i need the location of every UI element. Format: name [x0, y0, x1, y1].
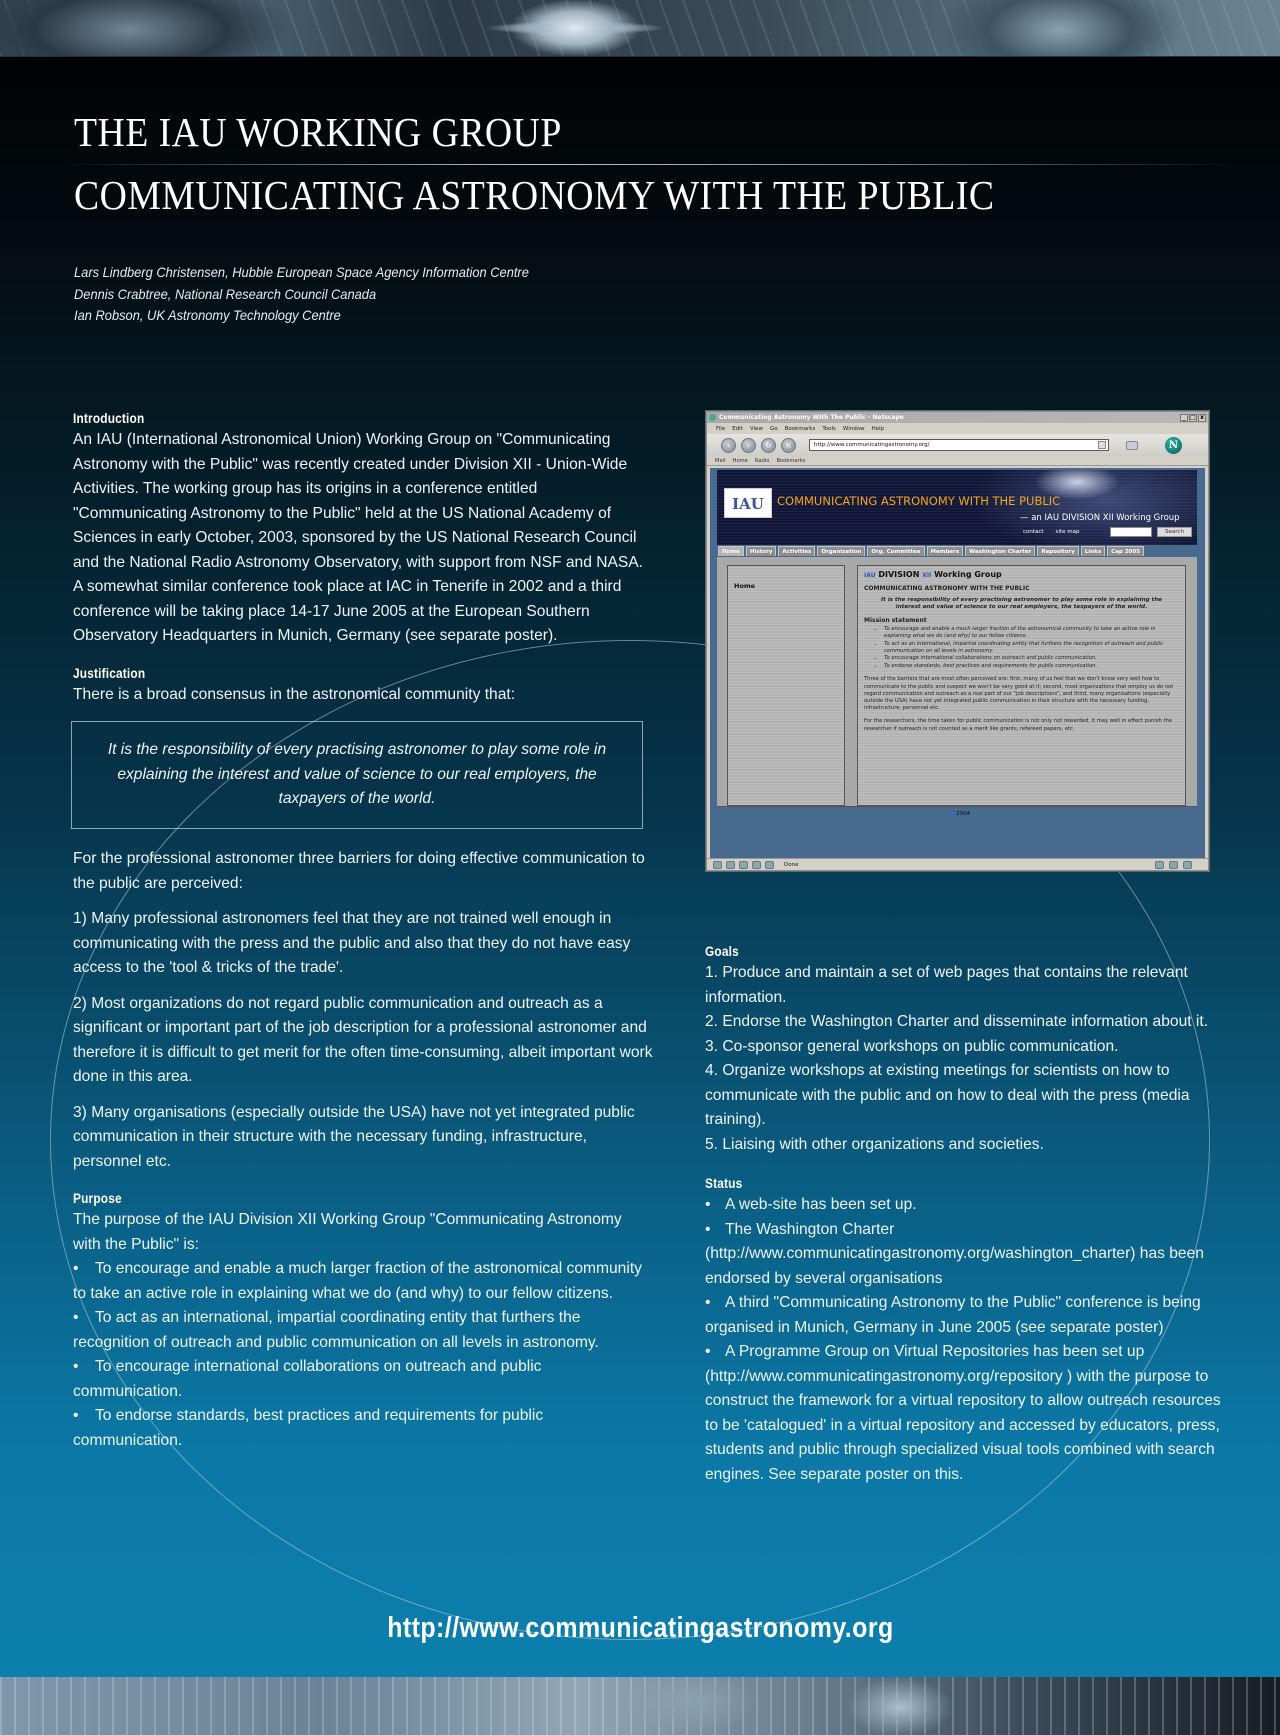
bullet-icon: • [73, 1260, 79, 1277]
site-footer: IAU 2004 [944, 811, 971, 817]
goal-item: 1. Produce and maintain a set of web pages that contains the relevant information. [705, 964, 1188, 1006]
mission-item: • To endorse standards, best practices and requirements for public communication. [884, 663, 1179, 670]
footer-url-text[interactable]: http://www.communicatingastronomy.org [386, 1612, 894, 1644]
security-icon [1169, 861, 1178, 869]
bullet-icon: • [705, 1294, 711, 1311]
mission-item: • To encourage and enable a much larger fraction of the astronomical community to take an active role in explaining what we do (and why) to our fellow citizens. [884, 626, 1179, 640]
content-paragraph: For the researchers, the time taken for public communication is not only not rewarded, it may well in effect punish the researcher if outreach is not counted as a merit like grants, refereed papers, etc. [864, 718, 1173, 732]
introduction-heading: Introduction [73, 411, 145, 426]
lock-icon [1183, 861, 1192, 869]
barriers-intro: For the professional astronomer three barriers for doing effective communication to the public are perceived: [73, 850, 645, 892]
purpose-heading: Purpose [73, 1191, 122, 1206]
status-bar [707, 858, 1208, 870]
bullet-icon: • [705, 1220, 711, 1238]
content-subtitle: COMMUNICATING ASTRONOMY WITH THE PUBLIC [864, 585, 1030, 593]
status-item: • A Programme Group on Virtual Repositories has been set up (http://www.communicatingastronomy.org/repository ) with the purpose to construct the framework for a virtual repository to allow outreach resources to be 'catalogued' in a virtual repository and accessed by educators, press, students and public through specialized visual tools combined with search engines. See separate poster on this. [705, 1340, 1225, 1487]
address-book-icon[interactable] [752, 861, 761, 869]
tab-links[interactable]: Links [1081, 546, 1105, 556]
introduction-section [73, 410, 653, 649]
goal-item: 3. Co-sponsor general workshops on public communication. [705, 1037, 1119, 1055]
browser-titlebar [707, 412, 1208, 423]
purpose-item: • To encourage and enable a much larger fraction of the astronomical community to take an active role in explaining what we do (and why) to our fellow citizens. [73, 1257, 653, 1306]
goal-item: 5. Liaising with other organizations and societies. [705, 1135, 1044, 1153]
tab-home[interactable]: Home [718, 546, 744, 556]
bullet-icon: • [705, 1343, 711, 1360]
maximize-button[interactable]: □ [1190, 413, 1196, 421]
content-quote: It is the responsibility of every practising astronomer to play some role in explaining the interest and value of science to our real employers, the taxpayers of the world. [881, 597, 1162, 611]
mail-link[interactable]: Mail [715, 457, 726, 464]
status-text: Done [784, 861, 799, 868]
goals-heading: Goals [705, 944, 739, 959]
mission-item: • To act as an international, impartial coordinating entity that furthers the recognition of outreach and public communication on all levels in astronomy. [884, 641, 1179, 655]
purpose-item: • To act as an international, impartial coordinating entity that furthers the recognition of outreach and public communication on all levels in astronomy. [73, 1306, 653, 1355]
connection-icon [1155, 861, 1164, 869]
top-photo-banner [0, 0, 1280, 57]
justification-heading: Justification [73, 665, 146, 681]
address-value: http://www.communicatingastronomy.org/ [814, 442, 930, 448]
menu-window[interactable]: Window [842, 425, 865, 432]
content-paragraph: Three of the barriers that are most often perceived are: first, many of us feel that we don't know very well how to communicate to the public and suspect we won't be very good at it; second, most organizations that employ us do not regard communication and outreach as a real part of our "job descriptions", and third, many organisations (especially outside the USA) have not yet integrated public communication in their structure with the necessary funding, infrastructure, personnel etc. [864, 676, 1174, 712]
content-heading: IAU DIVISION XII Working Group [864, 570, 1002, 579]
menu-bookmarks[interactable]: Bookmarks [784, 425, 816, 432]
menu-tools[interactable]: Tools [822, 425, 836, 432]
close-button[interactable]: x [1198, 414, 1206, 422]
poster-title [74, 108, 1234, 219]
barrier-item: 2) Most organizations do not regard public communication and outreach as a significant or important part of the job description for a professional astronomer and therefore it is difficult to get merit for the often time-consuming, albeit important work done in this area. [73, 994, 653, 1085]
title-divider [60, 164, 1240, 165]
status-item: • A web-site has been set up. [705, 1193, 1225, 1218]
site-search-input[interactable] [1110, 527, 1152, 537]
iau-logo[interactable]: IAU [724, 488, 772, 518]
window-title: Communicating Astronomy With The Public - Netscape [719, 414, 904, 421]
site-map-link[interactable]: site map [1055, 529, 1080, 535]
quote-box [71, 721, 643, 829]
goals-section [705, 943, 1225, 1157]
site-tabs [718, 546, 1144, 556]
author-list [74, 262, 568, 327]
site-body [717, 557, 1197, 807]
title-line-2: COMMUNICATING ASTRONOMY WITH THE PUBLIC [74, 172, 995, 218]
menu-go[interactable]: Go [769, 425, 778, 432]
menu-bar [707, 423, 1208, 434]
mission-item: • To encourage international collaborations on outreach and public communication. [884, 655, 1179, 662]
purpose-item: • To endorse standards, best practices and requirements for public communication. [73, 1404, 653, 1453]
site-header [717, 470, 1197, 545]
tab-cap-2005[interactable]: Cap 2005 [1107, 546, 1144, 556]
stop-icon[interactable]: × [781, 438, 796, 453]
tab-organization[interactable]: Organization [817, 546, 865, 556]
author: Lars Lindberg Christensen, Hubble European Space Agency Information Centre [74, 264, 529, 280]
forward-icon[interactable]: › [741, 438, 756, 453]
netscape-app-icon [709, 414, 716, 421]
home-link[interactable]: Home [732, 457, 748, 464]
purpose-section [73, 1190, 653, 1453]
navigation-toolbar [707, 434, 1208, 456]
contact-link[interactable]: contact [1023, 529, 1044, 535]
dropdown-icon[interactable] [1098, 441, 1106, 449]
tab-activities[interactable]: Activities [778, 546, 815, 556]
status-item: • The Washington Charter (http://www.communicatingastronomy.org/washington_charter) has been endorsed by several organisations [705, 1218, 1225, 1292]
status-section [705, 1175, 1225, 1487]
back-icon[interactable]: ‹ [721, 438, 736, 453]
goal-item: 4. Organize workshops at existing meetings for scientists on how to communicate with the public and on how to deal with the press (media training). [705, 1062, 1190, 1128]
tab-org-committee[interactable]: Org. Committee [867, 546, 924, 556]
address-bar[interactable] [809, 439, 1109, 451]
introduction-text: An IAU (International Astronomical Union) Working Group on "Communicating Astronomy with the Public" was recently created under Division XII - Union-Wide Activities. The working group has its origins in a conference entitled "Communicating Astronomy to the Public" held at the US National Academy of Sciences in early October, 2003, sponsored by the US National Research Council and the National Radio Astronomy Observatory, with support from NSF and NASA. A somewhat similar conference took place at IAC in Tenerife in 2002 and a third conference will be taking place 14-17 June 2005 at the European Southern Observatory Headquarters in Munich, Germany (see separate poster). [73, 431, 644, 644]
personal-toolbar [707, 456, 1208, 466]
bookmarks-link[interactable]: Bookmarks [776, 457, 806, 464]
navigator-icon[interactable] [713, 861, 722, 869]
justification-section [73, 665, 653, 1175]
author: Dennis Crabtree, National Research Council Canada [74, 285, 377, 302]
tab-members[interactable]: Members [927, 546, 964, 556]
mission-heading: Mission statement [864, 617, 927, 625]
minimize-button[interactable]: _ [1180, 414, 1188, 422]
purpose-item: • To encourage international collaborations on outreach and public communication. [73, 1355, 653, 1404]
barrier-item: 3) Many organisations (especially outside the USA) have not yet integrated public communication in their structure with the necessary funding, infrastructure, personnel etc. [73, 1103, 635, 1170]
tab-history[interactable]: History [746, 546, 776, 556]
status-heading: Status [705, 1176, 743, 1191]
tab-repository[interactable]: Repository [1037, 546, 1079, 556]
bullet-icon: • [705, 1196, 711, 1213]
bullet-icon: • [73, 1358, 79, 1375]
browser-viewport [710, 468, 1205, 858]
browser-screenshot [706, 411, 1209, 871]
right-column [705, 943, 1225, 1487]
bullet-icon: • [73, 1407, 79, 1424]
bottom-photo-banner [0, 1677, 1280, 1735]
status-item: • A third "Communicating Astronomy to the Public" conference is being organised in Munich, Germany in June 2005 (see separate poster) [705, 1291, 1225, 1340]
menu-edit[interactable]: Edit [732, 425, 743, 432]
menu-help[interactable]: Help [871, 425, 885, 432]
site-search-button[interactable]: Search [1157, 527, 1192, 537]
left-column [73, 410, 653, 1453]
composer-icon[interactable] [739, 861, 748, 869]
radio-link[interactable]: Radio [754, 457, 770, 464]
footer-url[interactable] [0, 1612, 1280, 1645]
barrier-item: 1) Many professional astronomers feel that they are not trained well enough in communicating with the press and the public and also that they do not have easy access to the 'tool & tricks of the trade'. [73, 910, 631, 976]
menu-view[interactable]: View [749, 425, 763, 432]
bullet-icon: • [73, 1309, 79, 1326]
goal-item: 2. Endorse the Washington Charter and disseminate information about it. [705, 1013, 1209, 1030]
netscape-logo-icon: N [1165, 437, 1182, 454]
mission-list [884, 626, 1179, 671]
sidebar-item-home[interactable]: Home [734, 582, 756, 590]
mail-icon[interactable] [726, 861, 735, 869]
justification-lead: There is a broad consensus in the astronomical community that: [73, 685, 516, 703]
search-icon[interactable] [1126, 441, 1138, 450]
site-title: COMMUNICATING ASTRONOMY WITH THE PUBLIC [777, 494, 1061, 508]
site-sidebar [727, 565, 845, 806]
site-main-content [857, 565, 1186, 806]
purpose-lead: The purpose of the IAU Division XII Working Group "Communicating Astronomy with the Public" is: [73, 1211, 622, 1253]
author: Ian Robson, UK Astronomy Technology Centre [74, 307, 341, 323]
reload-icon[interactable]: ↻ [761, 438, 776, 453]
menu-file[interactable]: File [716, 425, 726, 432]
site-links [1023, 529, 1080, 535]
site-subtitle: — an IAU DIVISION XII Working Group [1020, 513, 1180, 523]
chat-icon[interactable] [765, 861, 774, 869]
responsibility-quote: It is the responsibility of every practising astronomer to play some role in explaining the interest and value of science to our real employers, the taxpayers of the world. [107, 741, 607, 808]
title-line-1: THE IAU WORKING GROUP [74, 109, 562, 155]
tab-washington-charter[interactable]: Washington Charter [965, 546, 1035, 556]
